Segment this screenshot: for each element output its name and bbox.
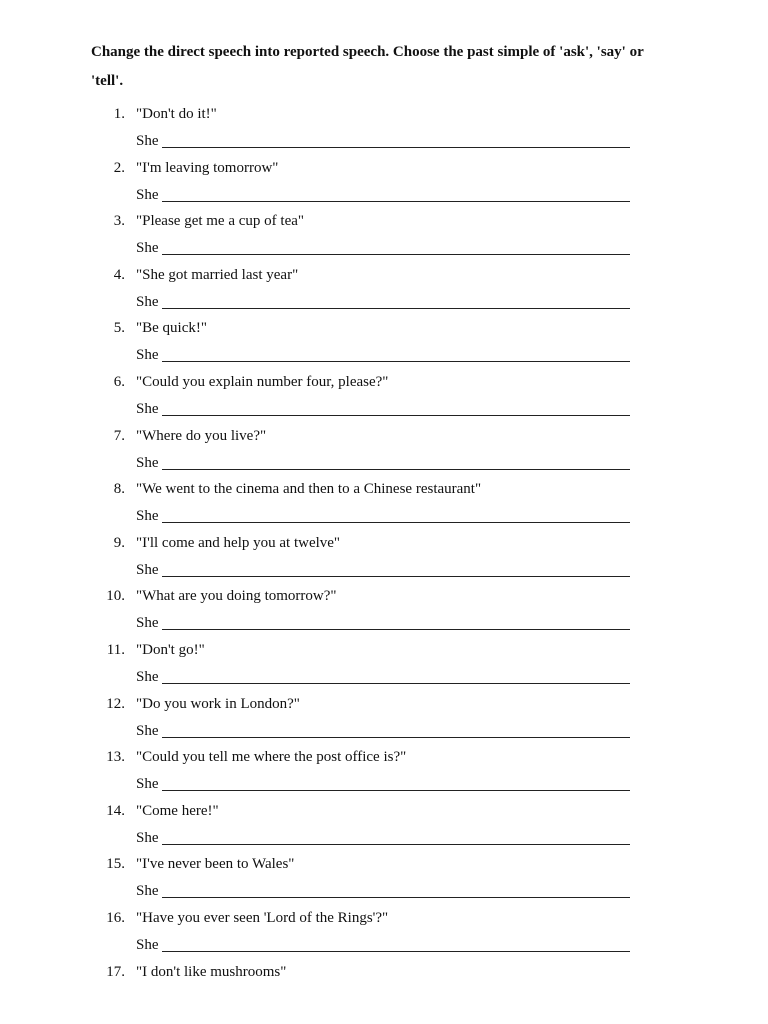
item-number: 3.: [113, 213, 125, 230]
answer-prefix: She: [136, 883, 159, 900]
direct-speech-quote: "Don't do it!": [136, 106, 217, 122]
answer-row: [136, 184, 630, 206]
answer-prefix: She: [136, 561, 159, 578]
exercise-item: [0, 157, 768, 211]
item-number: 15.: [106, 856, 125, 873]
answer-blank-line[interactable]: [162, 683, 630, 684]
item-number: 8.: [113, 481, 125, 498]
answer-blank-line[interactable]: [162, 576, 630, 577]
answer-prefix: She: [136, 508, 159, 525]
answer-row: [136, 612, 630, 634]
direct-speech-quote: "Please get me a cup of tea": [136, 213, 305, 230]
direct-speech-quote: "I'll come and help you at twelve": [136, 534, 341, 551]
exercise-item: [0, 371, 768, 425]
answer-prefix: She: [136, 776, 159, 793]
exercise-item: [0, 264, 768, 318]
exercise-item: [0, 693, 768, 747]
answer-row: [136, 666, 630, 688]
exercise-item: [0, 317, 768, 371]
direct-speech-quote: "Don't go!": [136, 641, 205, 658]
direct-speech-quote: "What are you doing tomorrow?": [136, 588, 337, 605]
answer-blank-line[interactable]: [162, 522, 630, 523]
item-number: 5.: [113, 320, 125, 337]
direct-speech-quote: "Be quick!": [136, 320, 207, 337]
item-number: 12.: [106, 695, 125, 712]
exercise-item: [0, 800, 768, 854]
direct-speech-quote: "She got married last year": [136, 266, 299, 283]
answer-blank-line[interactable]: [162, 415, 630, 416]
answer-row: [136, 291, 630, 313]
answer-blank-line[interactable]: [162, 361, 630, 362]
answer-blank-line[interactable]: [162, 308, 630, 309]
answer-row: [136, 880, 630, 902]
direct-speech-quote: "Where do you live?": [136, 427, 267, 444]
answer-row: [136, 505, 630, 527]
direct-speech-quote: "We went to the cinema and then to a Chinese restaurant": [136, 481, 482, 498]
answer-prefix: She: [136, 133, 159, 149]
answer-row: [136, 559, 630, 581]
answer-blank-line[interactable]: [162, 951, 630, 952]
exercise-item: [0, 961, 768, 1015]
answer-row: [136, 827, 630, 849]
answer-row: [136, 344, 630, 366]
item-number: 17.: [106, 963, 125, 980]
answer-blank-line[interactable]: [162, 147, 630, 148]
item-number: 4.: [113, 266, 125, 283]
answer-row: [136, 720, 630, 742]
item-number: 9.: [113, 534, 125, 551]
item-number: 6.: [113, 373, 125, 390]
answer-row: [136, 398, 630, 420]
item-number: 16.: [106, 909, 125, 926]
exercise-item: [0, 210, 768, 264]
answer-blank-line[interactable]: [162, 629, 630, 630]
exercise-item: [0, 478, 768, 532]
answer-prefix: She: [136, 400, 159, 417]
answer-prefix: She: [136, 829, 159, 846]
direct-speech-quote: "Come here!": [136, 802, 219, 819]
exercise-item: [0, 103, 768, 157]
answer-blank-line[interactable]: [162, 201, 630, 202]
exercise-item: [0, 532, 768, 586]
direct-speech-quote: "I've never been to Wales": [136, 856, 295, 873]
answer-row: [136, 130, 630, 152]
answer-blank-line[interactable]: [162, 254, 630, 255]
item-number: 11.: [106, 641, 125, 658]
answer-blank-line[interactable]: [162, 897, 630, 898]
exercise-item: [0, 585, 768, 639]
answer-prefix: She: [136, 454, 159, 471]
exercise-item: [0, 425, 768, 479]
item-number: 1.: [113, 106, 125, 122]
answer-row: [136, 237, 630, 259]
exercise-list: [0, 103, 768, 1014]
item-number: 10.: [106, 588, 125, 605]
instruction-text: Change the direct speech into reported speech. Choose the past simple of 'ask', 'say' or 'tell'.: [91, 44, 644, 89]
answer-prefix: She: [136, 936, 159, 953]
answer-prefix: She: [136, 668, 159, 685]
item-number: 2.: [113, 159, 125, 176]
answer-prefix: She: [136, 293, 159, 310]
answer-blank-line[interactable]: [162, 737, 630, 738]
answer-blank-line[interactable]: [162, 790, 630, 791]
answer-prefix: She: [136, 722, 159, 739]
answer-blank-line[interactable]: [162, 844, 630, 845]
direct-speech-quote: "I don't like mushrooms": [136, 963, 287, 980]
answer-prefix: She: [136, 186, 159, 203]
exercise-item: [0, 907, 768, 961]
exercise-item: [0, 639, 768, 693]
item-number: 14.: [106, 802, 125, 819]
answer-prefix: She: [136, 347, 159, 364]
answer-prefix: She: [136, 615, 159, 632]
answer-row: [136, 452, 630, 474]
answer-blank-line[interactable]: [162, 469, 630, 470]
answer-row: [136, 934, 630, 956]
exercise-item: [0, 853, 768, 907]
item-number: 13.: [106, 749, 125, 766]
direct-speech-quote: "Do you work in London?": [136, 695, 300, 712]
item-number: 7.: [113, 427, 125, 444]
exercise-item: [0, 746, 768, 800]
answer-prefix: She: [136, 240, 159, 257]
answer-row: [136, 773, 630, 795]
direct-speech-quote: "Could you tell me where the post office is?": [136, 749, 407, 766]
direct-speech-quote: "Could you explain number four, please?": [136, 373, 389, 390]
direct-speech-quote: "I'm leaving tomorrow": [136, 159, 279, 176]
direct-speech-quote: "Have you ever seen 'Lord of the Rings'?": [136, 909, 389, 926]
